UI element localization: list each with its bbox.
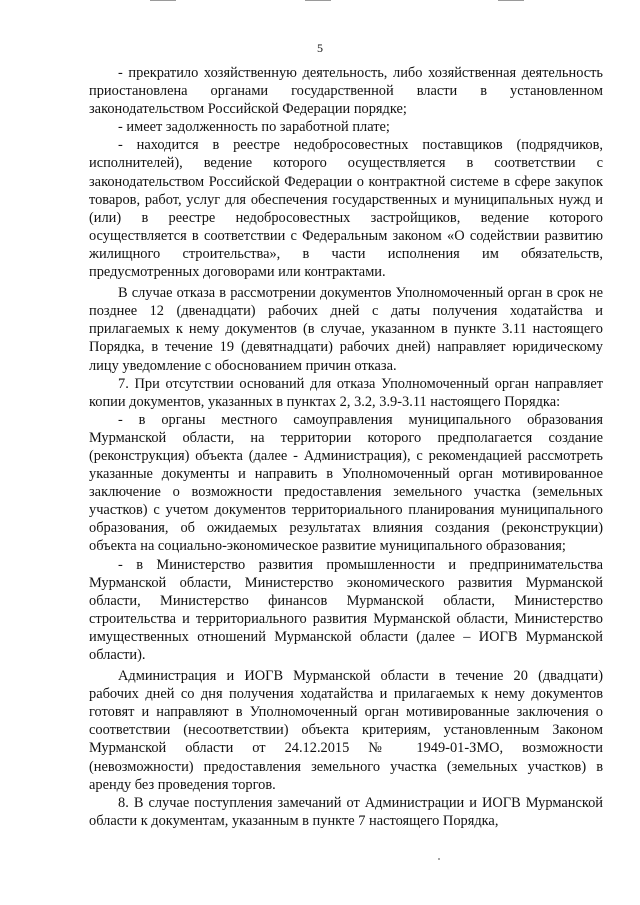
document-body (89, 64, 603, 830)
paragraph-item-7: 7. При отсутствии оснований для отказа Уполномоченный орган направляет копии документов, указанных в пунктах 2, 3.2, 3.9-3.11 настоящего Порядка: (89, 375, 603, 410)
top-rule-center (305, 0, 331, 1)
paragraph-conclusions-deadline: Администрация и ИОГВ Мурманской области в течение 20 (двадцати) рабочих дней со дня получения ходатайства и прилагаемых к нему документов готовят и направляют в Уполномоченный орган мотивированные заключения о соответствии (несоответствии) объекта критериям, установленным Законом Мурманской области от 24.12.2015 № 1949-01-ЗМО, возможности (невозможности) предоставления земельного участка (земельных участков) в аренду без проведения торгов. (89, 668, 603, 793)
paragraph-to-ministries: - в Министерство развития промышленности и предпринимательства Мурманской области, Министерство экономического развития Мурманской области, Министерство финансов Мурманской области, Министерство строительства и территориального развития Мурманской области, Министерство имущественных отношений Мурманской области (далее – ИОГВ Мурманской области). (89, 556, 603, 663)
paragraph-item-8: 8. В случае поступления замечаний от Администрации и ИОГВ Мурманской области к документам, указанным в пункте 7 настоящего Порядка, (89, 794, 603, 829)
paragraph-wage-debt: - имеет задолженность по заработной плате; (118, 119, 390, 136)
top-rule-right (498, 0, 524, 1)
scan-speck (438, 858, 440, 860)
page-number: 5 (317, 41, 323, 55)
paragraph-refusal-notice: В случае отказа в рассмотрении документов Уполномоченный орган в срок не позднее 12 (двенадцати) рабочих дней с даты получения ходатайства и прилагаемых к нему документов (в случае, указанном в пункте 3.11 настоящего Порядка, в течение 19 (девятнадцати) рабочих дней) направляет юридическому лицу уведомление с обоснованием причин отказа. (89, 285, 603, 374)
top-rule-left (150, 0, 176, 1)
paragraph-to-local-administration: - в органы местного самоуправления муниципального образования Мурманской области, на территории которого предполагается создание (реконструкция) объекта (далее - Администрация), с рекомендацией рассмотреть указанные документы и направить в Уполномоченный орган мотивированное заключение о возможности предоставления земельного участка (земельных участков) с учетом документов территориального планирования муниципального образования, об ожидаемых результатах влияния создания (реконструкции) объекта на социально-экономическое развитие муниципального образования; (89, 411, 603, 555)
paragraph-unfair-suppliers-registry: - находится в реестре недобросовестных поставщиков (подрядчиков, исполнителей), ведение которого осуществляется в соответствии с законодательством Российской Федерации о контрактной системе в сфере закупок товаров, работ, услуг для обеспечения государственных и муниципальных нужд и (или) в реестре недобросовестных застройщиков, ведение которого осуществляется в соответствии с Федеральным законом «О содействии развитию жилищного строительства», в части исполнения им обязательств, предусмотренных договорами или контрактами. (89, 137, 603, 281)
paragraph-ceased-activity: - прекратило хозяйственную деятельность, либо хозяйственная деятельность приостановлена органами государственной власти в установленном законодательством Российской Федерации порядке; (89, 65, 603, 118)
